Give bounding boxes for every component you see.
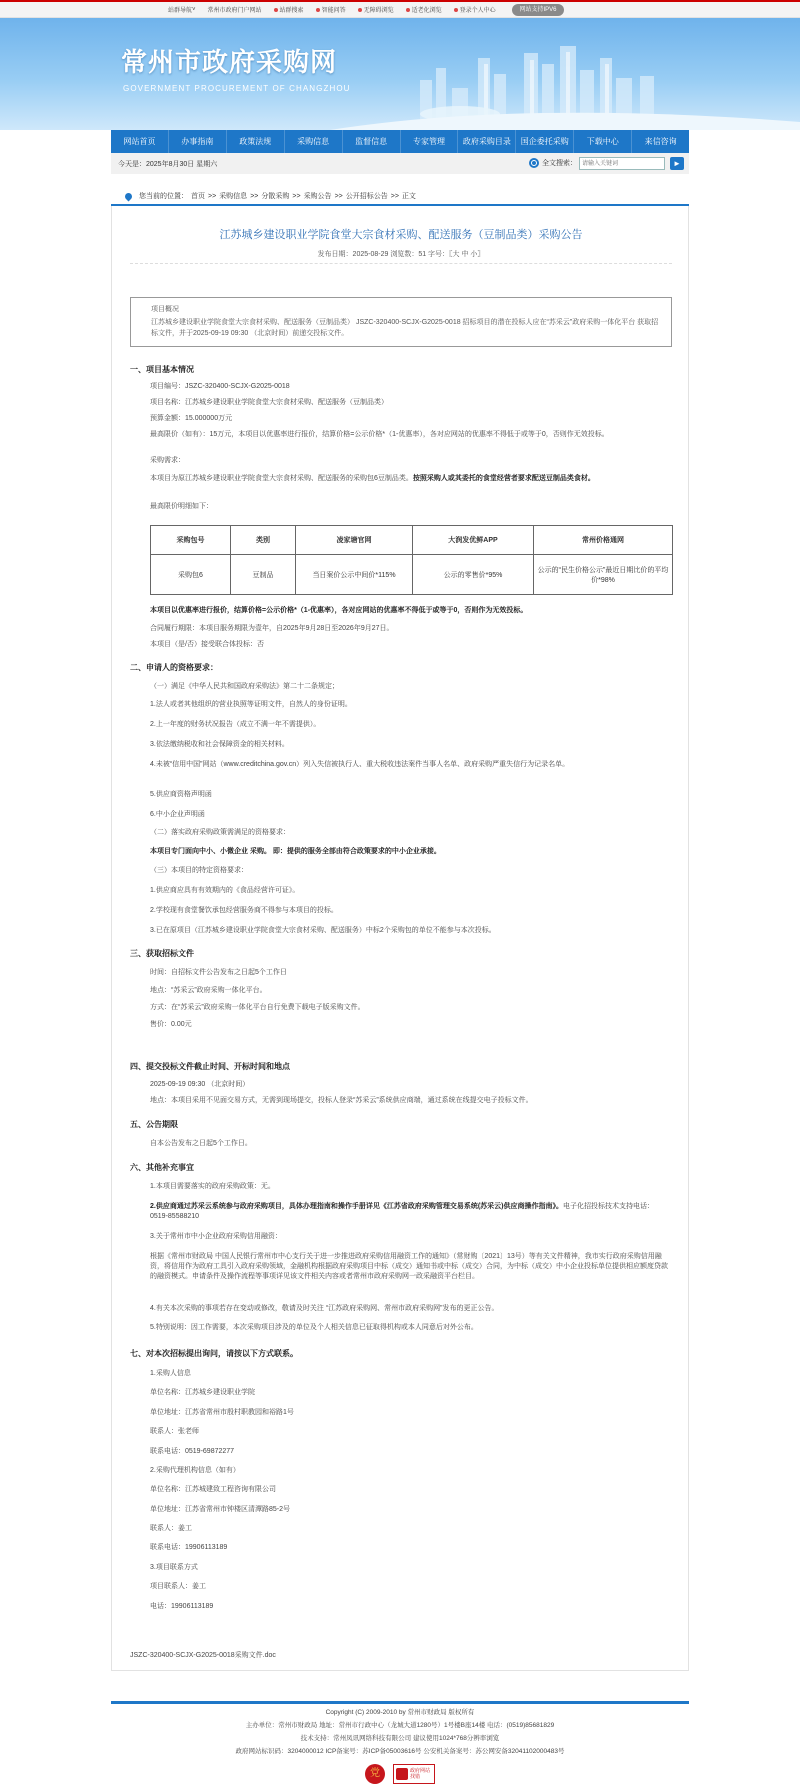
search-input[interactable] <box>579 157 665 170</box>
overview-text: 江苏城乡建设职业学院食堂大宗食材采购、配送服务（豆制品类） JSZC-320400-SCJX-G2025-0018 招标项目的潜在投标人应在“苏采云”政府采购一体化平台 获取招标文件，并于2025-09-19 09:30 （北京时间）前递交投标文件。 <box>151 319 659 337</box>
breadcrumb-open-tender[interactable]: 公开招标公告 <box>345 193 388 200</box>
supplement-line: 4.有关本次采购的事项若存在变动或修改，敬请及时关注 “江苏政府采购网、常州市政府采购网”发布的更正公告。 <box>150 1305 499 1312</box>
article-panel <box>111 206 689 1671</box>
site-search-link[interactable]: 站群搜索 <box>274 5 304 14</box>
site-subtitle: GOVERNMENT PROCUREMENT OF CHANGZHOU <box>123 84 351 93</box>
contact-line: 联系人：张老师 <box>150 1428 199 1435</box>
contract-period: 合同履行期限：本项目服务期限为壹年，自2025年9月28日至2026年9月27日。 <box>150 625 394 632</box>
table-header: 常州价格通网 <box>534 526 673 555</box>
qualification-line: 6.中小企业声明函 <box>150 811 205 818</box>
section-heading-4: 四、提交投标文件截止时间、开标时间和地点 <box>130 1062 290 1071</box>
sponsor-info: 主办单位：常州市财政局 地址：常州市行政中心（龙城大道1280号）1号楼B座14楼 电话：(0519)85681829 <box>245 1722 555 1729</box>
nav-catalog[interactable]: 政府采购目录 <box>458 130 516 153</box>
qualification-line: 3.依法缴纳税收和社会保障资金的相关材料。 <box>150 741 289 748</box>
nav-policy[interactable]: 政策法规 <box>227 130 285 153</box>
elderly-icon <box>406 8 410 12</box>
project-code: 项目编号：JSZC-320400-SCJX-G2025-0018 <box>150 383 290 390</box>
accessibility-link[interactable]: 无障碍浏览 <box>358 5 394 14</box>
contact-line: 联系电话：19906113189 <box>150 1544 228 1551</box>
section-heading-6: 六、其他补充事宜 <box>130 1163 194 1172</box>
breadcrumb-announcement[interactable]: 采购公告 <box>303 193 332 200</box>
main-nav <box>111 130 689 153</box>
ipv6-badge: 网站支持IPV6 <box>512 4 564 16</box>
supplement-line: 1.本项目需要落实的政府采购政策：无。 <box>150 1183 275 1190</box>
gov-site-error-report-badge[interactable] <box>393 1764 435 1784</box>
qualification-line: （二）落实政府采购政策需满足的资格要求： <box>150 829 290 836</box>
top-utility-bar <box>0 0 800 18</box>
sme-requirement: 本项目专门面向中小、小微企业 采购。 即：提供的服务全部由符合政策要求的中小企业承接。 <box>150 848 441 855</box>
nav-consult[interactable]: 来信咨询 <box>644 137 677 146</box>
overview-heading: 项目概况 <box>151 306 179 313</box>
requirements-label: 采购需求： <box>150 457 185 464</box>
document-place: 地点：“苏采云”政府采购一体化平台。 <box>150 987 267 994</box>
gov-site-icon <box>396 1768 408 1780</box>
table-cell: 豆制品 <box>231 555 296 595</box>
section-heading-7: 七、对本次招标提出询问，请按以下方式联系。 <box>130 1349 298 1358</box>
table-cell: 公示的“民生价格公示”最近日期比价的平均价*98% <box>534 555 673 595</box>
deadline-place: 地点：本项目采用不见面交易方式，无需到现场提交，投标人登录“苏采云”系统供应商端，通过系统在线提交电子投标文件。 <box>150 1097 533 1104</box>
breadcrumb-sep: >> <box>292 192 301 200</box>
table-intro: 最高限价明细如下： <box>150 503 213 510</box>
search-icon <box>274 8 278 12</box>
nav-guide[interactable]: 办事指南 <box>169 130 227 153</box>
notice-period: 自本公告发布之日起5个工作日。 <box>150 1140 252 1147</box>
qualification-line: 1.法人或者其他组织的营业执照等证明文件，自然人的身份证明。 <box>150 701 352 708</box>
breadcrumb-sep: >> <box>390 192 399 200</box>
qualification-line: （三）本项目的特定资格要求： <box>150 867 248 874</box>
requirements-text: 本项目为原江苏城乡建设职业学院食堂大宗食材采购、配送服务的采购包6豆制品类。按照采购人或其委托的食堂经营者要求配送豆制品类食材。 <box>150 475 595 482</box>
table-cell: 采购包6 <box>151 555 231 595</box>
breadcrumb-sep: >> <box>250 192 259 200</box>
badge-bottom-text: 找错 <box>410 1774 421 1780</box>
qualification-line: 2.上一年度的财务状况报告（成立不满一年不需提供）。 <box>150 721 321 728</box>
deadline-time: 2025-09-19 09:30 （北京时间） <box>150 1081 250 1088</box>
table-header-row <box>151 526 673 555</box>
location-pin-icon <box>124 191 134 201</box>
qualification-line: 1.供应商应具有有效期内的《食品经营许可证》。 <box>150 887 300 894</box>
party-emblem-icon[interactable]: 党 <box>365 1764 385 1784</box>
contact-line: 项目联系人：姜工 <box>150 1583 206 1590</box>
smart-qa-link[interactable]: 智能问答 <box>316 5 346 14</box>
site-title: 常州市政府采购网 <box>121 48 338 78</box>
section-heading-3: 三、获取招标文件 <box>130 949 194 958</box>
table-row <box>151 555 673 595</box>
pricing-note: 本项目以优惠率进行报价，结算价格=公示价格*（1-优惠率），各对应网站的优惠率不得低于或等于0，否则作为无效投标。 <box>150 607 528 614</box>
city-skyline-graphic <box>0 18 800 130</box>
nav-experts[interactable]: 专家管理 <box>401 130 459 153</box>
table-header: 类别 <box>231 526 296 555</box>
contact-line: 联系电话：0519-69872277 <box>150 1448 235 1455</box>
site-group-nav-link[interactable]: 站群导航 ˅ <box>168 6 196 14</box>
qualification-line: （一）满足《中华人民共和国政府采购法》第二十二条规定； <box>150 683 339 690</box>
accessibility-icon <box>358 8 362 12</box>
contact-line: 联系人：姜工 <box>150 1525 192 1532</box>
badge-top-text: 政府网站 <box>410 1768 431 1774</box>
attachment-link[interactable]: JSZC-320400-SCJX-G2025-0018采购文件.doc <box>130 1652 276 1659</box>
search-button[interactable]: ► <box>670 157 684 170</box>
document-method: 方式：在“苏采云”政府采购一体化平台自行免费下载电子版采购文件。 <box>150 1004 365 1011</box>
supplement-line: 5.特别说明：因工作需要，本次采购项目涉及的单位及个人相关信息已征取得机构或本人同意后对外公布。 <box>150 1324 478 1331</box>
section-heading-2: 二、申请人的资格要求： <box>130 663 218 672</box>
chat-icon <box>316 8 320 12</box>
nav-downloads[interactable]: 下载中心 <box>574 130 632 153</box>
breadcrumb-current: 正文 <box>401 193 416 200</box>
project-name: 项目名称：江苏城乡建设职业学院食堂大宗食材采购、配送服务（豆制品类） <box>150 399 388 406</box>
nav-procurement-info[interactable]: 采购信息 <box>285 130 343 153</box>
section-heading-1: 一、项目基本情况 <box>130 365 194 374</box>
contact-line: 2.采购代理机构信息（如有） <box>150 1467 240 1474</box>
current-date: 今天是：2025年8月30日 星期六 <box>118 161 218 168</box>
user-icon <box>454 8 458 12</box>
contact-line: 单位名称：江苏城建致工程咨询有限公司 <box>150 1486 276 1493</box>
breadcrumb-procurement-info[interactable]: 采购信息 <box>219 193 248 200</box>
tech-support: 技术支持：常州凤讯网络科技有限公司 建议使用1024*768分辨率浏览 <box>300 1735 500 1742</box>
article-meta: 发布日期：2025-08-29 浏览数：51 字号：〖大 中 小〗 <box>317 251 485 258</box>
article-title: 江苏城乡建设职业学院食堂大宗食材采购、配送服务（豆制品类）采购公告 <box>219 229 583 241</box>
document-price: 售价：0.00元 <box>150 1021 192 1028</box>
site-banner <box>0 18 800 130</box>
contact-line: 单位地址：江苏省常州市钟楼区清潭路85-2号 <box>150 1506 291 1513</box>
qualification-line: 4.未被“信用中国”网站（www.creditchina.gov.cn）列入失信被执行人、重大税收违法案件当事人名单、政府采购严重失信行为记录名单。 <box>150 761 570 768</box>
divider <box>130 263 672 264</box>
qualification-line: 2.学校现有食堂餐饮承包经营服务商不得参与本项目的投标。 <box>150 907 338 914</box>
copyright: Copyright (C) 2009-2010 by 常州市财政局 版权所有 <box>325 1709 475 1716</box>
contact-line: 1.采购人信息 <box>150 1370 191 1377</box>
contact-line: 3.项目联系方式 <box>150 1564 198 1571</box>
contact-line: 单位地址：江苏省常州市殷村职教园和裕路1号 <box>150 1409 294 1416</box>
max-price: 最高限价（如有）：15万元，本项目以优惠率进行报价，结算价格=公示价格*（1-优惠率），各对应网站的优惠率不得低于或等于0，否则作无效投标。 <box>150 431 609 438</box>
breadcrumb-home[interactable]: 首页 <box>191 193 205 200</box>
consortium-note: 本项目（是/否）接受联合体投标：否 <box>150 641 264 648</box>
icp-info: 政府网站标识码：3204000012 ICP备案号：苏ICP备05003616号 公安机关备案号：苏公网安备32041102000483号 <box>235 1748 565 1755</box>
site-footer <box>0 1706 800 1758</box>
contact-line: 电话：19906113189 <box>150 1603 214 1610</box>
search-icon <box>529 158 539 168</box>
nav-soe-entrusted[interactable]: 国企委托采购 <box>516 130 574 153</box>
qualification-line: 3.已在原项目（江苏城乡建设职业学院食堂大宗食材采购、配送服务）中标2个采购包的单位不能参与本次投标。 <box>150 927 496 934</box>
price-limit-table <box>150 525 673 595</box>
search-label: 全文搜索： <box>529 158 577 168</box>
breadcrumb-prefix: 您当前的位置： <box>139 193 188 200</box>
table-header: 凌家塘官网 <box>296 526 413 555</box>
nav-home[interactable]: 网站首页 <box>111 130 169 153</box>
supplement-line: 2.供应商通过苏采云系统参与政府采购项目，具体办理指南和操作手册详见《江苏省政府采购管理交易系统(苏采云)供应商操作指南》。电子化招投标技术支持电话：0519-85588210 <box>150 1203 654 1220</box>
table-header: 大润发优鲜APP <box>413 526 534 555</box>
footer-badges <box>365 1764 435 1784</box>
table-header: 采购包号 <box>151 526 231 555</box>
nav-supervision[interactable]: 监督信息 <box>343 130 401 153</box>
elderly-mode-link[interactable]: 适老化浏览 <box>406 5 442 14</box>
gov-portal-link[interactable]: 常州市政府门户网站 <box>207 8 262 14</box>
footer-divider <box>111 1701 689 1704</box>
section-heading-5: 五、公告期限 <box>130 1120 178 1129</box>
contact-line: 单位名称：江苏城乡建设职业学院 <box>150 1389 255 1396</box>
qualification-line: 5.供应商资格声明函 <box>150 791 212 798</box>
breadcrumb-sep: >> <box>208 192 217 200</box>
date-search-bar <box>111 153 689 174</box>
breadcrumb-sep: >> <box>334 192 343 200</box>
credit-financing-text: 根据《常州市财政局 中国人民银行常州市中心支行关于进一步推进政府采购信用融资工作的通知》（常财购〔2021〕13号）等有关文件精神，我市实行政府采购信用融资，将信用作为政府工具引入政府采购领域，金融机构根据政府采购项目中标（成交）通知书或中标（成交）合同，为中标（成交）中小企业投标单位提供相应额度贷款的融资模式。申请条件及操作流程等事项详见该文件相关内容或者常州市政府采购网一政采融资平台栏目。 <box>150 1253 668 1280</box>
breadcrumb-decentralized[interactable]: 分散采购 <box>261 193 290 200</box>
login-link[interactable]: 登录个人中心 <box>454 5 496 14</box>
table-cell: 当日案价公示中间价*115% <box>296 555 413 595</box>
supplement-line: 3.关于常州市中小企业政府采购信用融资： <box>150 1233 282 1240</box>
top-links <box>168 5 496 14</box>
budget-amount: 预算金额：15.000000万元 <box>150 415 233 422</box>
table-cell: 公示的零售价*95% <box>413 555 534 595</box>
breadcrumb <box>111 188 689 206</box>
document-time: 时间：自招标文件公告发布之日起5个工作日 <box>150 969 287 976</box>
project-overview-box <box>130 297 672 347</box>
